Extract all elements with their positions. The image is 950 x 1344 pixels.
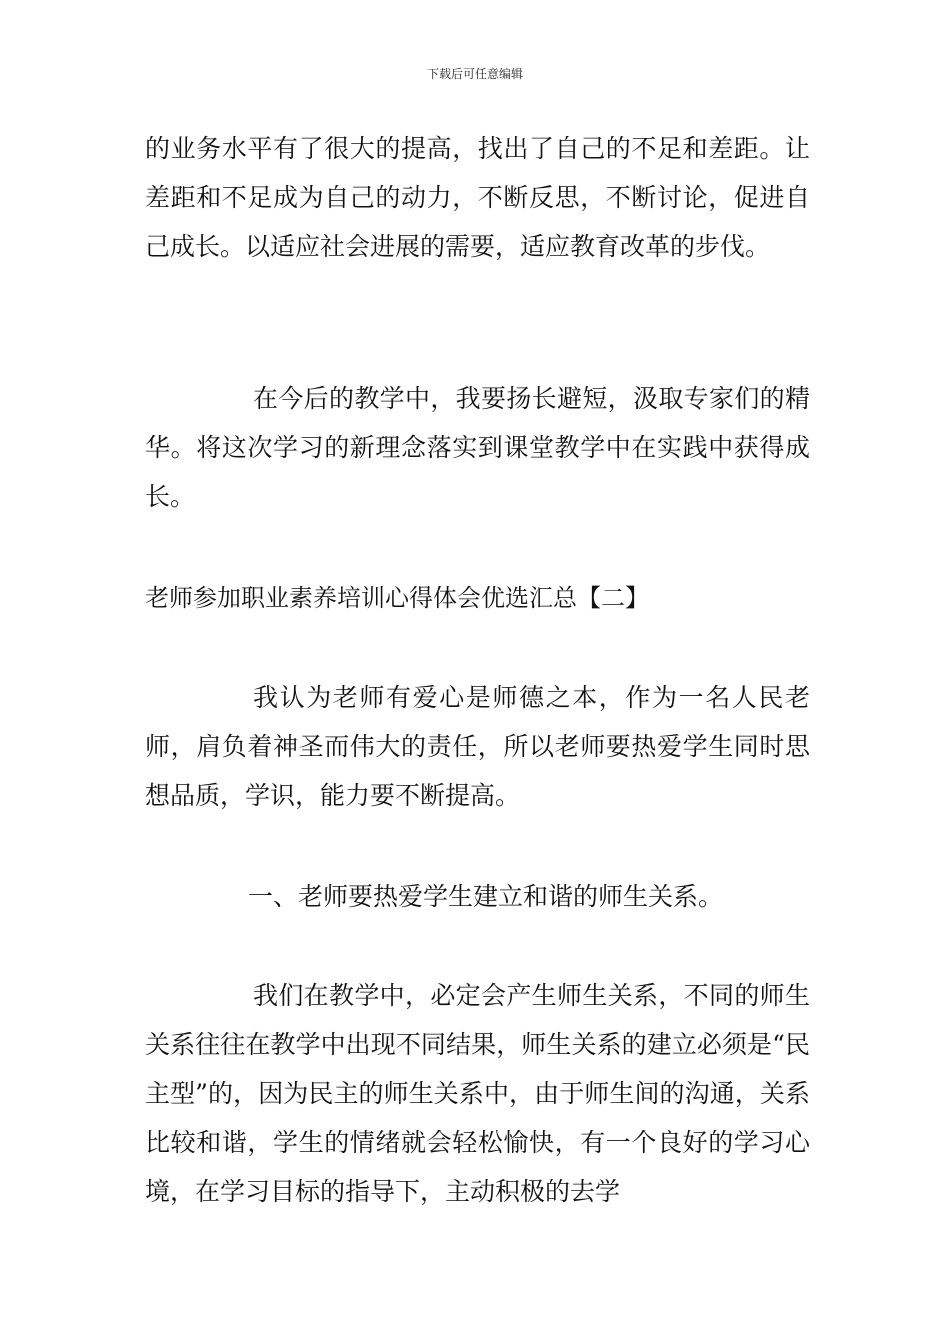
page-header-note: 下载后可任意编辑 [426, 67, 523, 81]
body-paragraph-3: 我认为老师有爱心是师德之本，作为一名人民老师，肩负着神圣而伟大的责任，所以老师要热爱学生同时思想品质，学识，能力要不断提高。 [145, 683, 810, 810]
body-paragraph-4: 我们在教学中，必定会产生师生关系，不同的师生关系往往在教学中出现不同结果，师生关系的建立必须是“民主型”的，因为民主的师生关系中，由于师生间的沟通，关系比较和谐，学生的情绪就会轻松愉快，有一个良好的学习心境，在学习目标的指导下，主动积极的去学 [145, 981, 810, 1206]
section-heading: 老师参加职业素养培训心得体会优选汇总【二】 [145, 584, 649, 612]
body-paragraph-2: 在今后的教学中，我要扬长避短，汲取专家们的精华。将这次学习的新理念落实到课堂教学中在实践中获得成长。 [145, 384, 810, 511]
subheading-1: 一、老师要热爱学生建立和谐的师生关系。 [248, 882, 724, 911]
body-paragraph-1: 的业务水平有了很大的提高，找出了自己的不足和差距。让差距和不足成为自己的动力，不断反思，不断讨论，促进自己成长。以适应社会进展的需要，适应教育改革的步伐。 [145, 134, 810, 261]
